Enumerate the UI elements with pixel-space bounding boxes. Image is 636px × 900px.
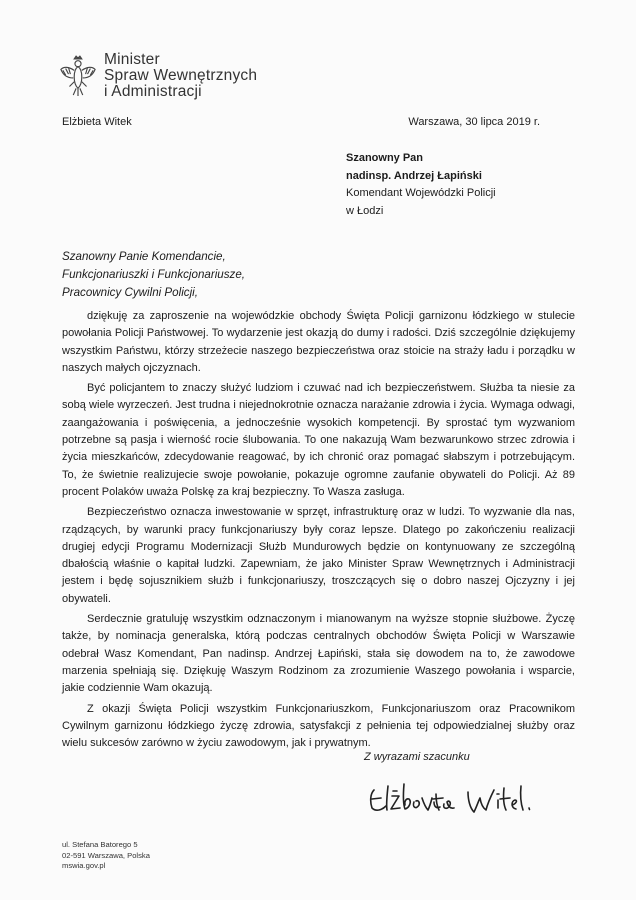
footer-city: 02-591 Warszawa, Polska — [62, 850, 150, 860]
addressee-line-4: w Łodzi — [346, 204, 384, 217]
letter-date: Warszawa, 30 lipca 2019 r. — [408, 116, 540, 128]
addressee-block — [346, 150, 496, 220]
ministry-line-1: Minister — [104, 51, 160, 68]
salutation-line-2: Funkcjonariuszki i Funkcjonariusze, — [62, 268, 245, 282]
footer-website: mswia.gov.pl — [62, 861, 106, 870]
salutation-line-1: Szanowny Panie Komendancie, — [62, 250, 226, 263]
footer-street: ul. Stefana Batorego 5 — [62, 840, 138, 849]
body-paragraph-3: Bezpieczeństwo oznacza inwestowanie w sprzęt, infrastrukturę oraz w ludzi. To wyzwanie dla nas, rządzących, by warunki pracy funkcjonariuszy były coraz lepsze. Dlatego po zakończeniu realizacji drugiej edycji Programu Modernizacji Służb Mundurowych będzie on kontynuowany ze szczególną dbałością właśnie o kapitał ludzki. Zapewniam, że jako Minister Spraw Wewnętrznych i Administracji jestem i będę sojusznikiem służb i funkcjonariuszy, troszczących się o dobro naszej Ojczyzny i jej obywateli. — [62, 506, 575, 605]
letter-body — [62, 308, 575, 755]
addressee-line-2: nadinsp. Andrzej Łapiński — [346, 169, 482, 182]
addressee-line-3: Komendant Wojewódzki Policji — [346, 187, 496, 199]
body-paragraph-2: Być policjantem to znaczy służyć ludziom i czuwać nad ich bezpieczeństwem. Służba ta niesie za sobą wiele wyrzeczeń. Jest trudna i niejednokrotnie oznacza narażanie zdrowia i życia. Wymaga odwagi, zaangażowania i poświęcenia, a jednocześnie wysokich kompetencji. By sprostać tym wyzwaniom potrzebne są pasja i wierność rocie ślubowania. To one nakazują Wam bezwarunkowo strzec zdrowia i życia mieszkańców, zdecydowanie reagować, by ich chronić oraz pomagać słabszym i potrzebującym. To, że świetnie realizujecie swoje powołanie, pokazuje ogromne zaufanie obywateli do Policji. Aż 89 procent Polaków uważa Polskę za kraj bezpieczny. To Wasza zasługa. — [62, 382, 575, 498]
addressee-line-1: Szanowny Pan — [346, 152, 424, 164]
salutation-line-3: Pracownicy Cywilni Policji, — [62, 286, 198, 300]
body-paragraph-1: dziękuję za zaproszenie na wojewódzkie obchody Święta Policji garnizonu łódzkiego w stulecie powołania Policji Państwowej. To wydarzenie jest okazją do dumy i radości. Dziś szczególnie dziękujemy wszystkim Państwu, którzy strzeżecie naszego bezpieczeństwa oraz stoicie na straży ładu i porządku w naszych małych ojczyznach. — [62, 310, 575, 374]
ministry-line-3: i Administracji — [104, 83, 202, 100]
ministry-letterhead — [104, 52, 257, 100]
closing-phrase: Z wyrazami szacunku — [364, 751, 470, 763]
body-paragraph-4: Serdecznie gratuluję wszystkim odznaczonym i mianowanym na wyższe stopnie służbowe. Życzę także, by nominacja generalska, którą podczas centralnych obchodów Święta Policji w Warszawie odebrał Wasz Komendant, Pan nadinsp. Andrzej Łapiński, stała się dowodem na to, że zawodowe marzenia spełniają się. Dziękuję Waszym Rodzinom za zrozumienie Waszego powołania i wsparcie, jakie codziennie Wam okazują. — [62, 613, 575, 695]
body-paragraph-5: Z okazji Święta Policji wszystkim Funkcjonariuszkom, Funkcjonariuszom oraz Pracownikom Cywilnym garnizonu łódzkiego życzę zdrowia, satysfakcji z pełnienia tej odpowiedzialnej służby oraz wielu sukcesów zarówno w życiu zawodowym, jak i prywatnym. — [62, 702, 575, 750]
polish-eagle-emblem-icon — [59, 55, 97, 99]
salutation-block — [62, 248, 245, 303]
footer-address — [62, 840, 150, 872]
handwritten-signature — [364, 772, 534, 832]
ministry-line-2: Spraw Wewnętrznych — [104, 67, 258, 84]
sender-name: Elżbieta Witek — [62, 116, 132, 128]
